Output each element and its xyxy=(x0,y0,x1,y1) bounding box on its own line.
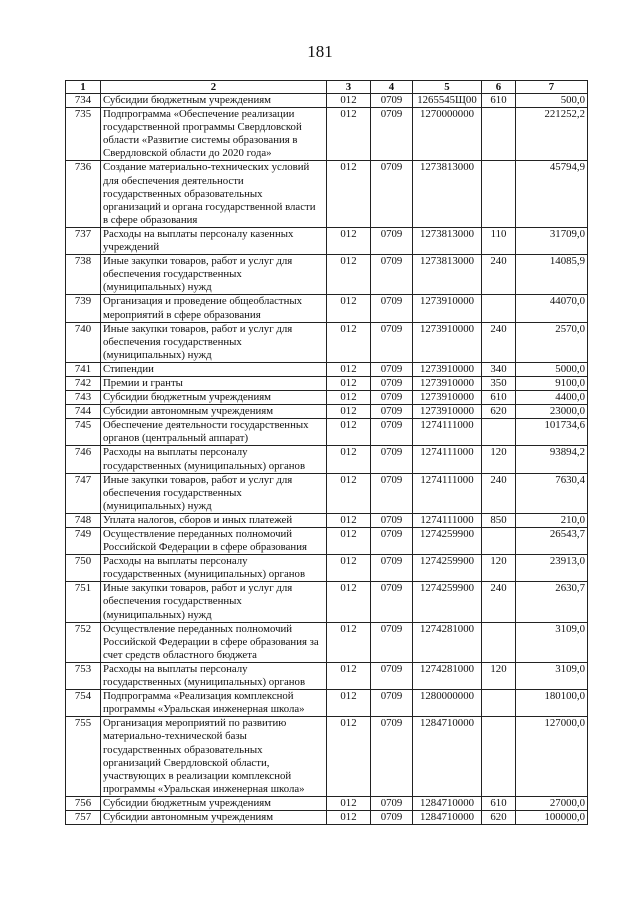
item-name-line: государственных (муниципальных) органов xyxy=(103,676,306,689)
item-name-line: Иные закупки товаров, работ и услуг для xyxy=(103,473,293,486)
target-code-cell: 1273910000 xyxy=(413,322,482,362)
section-code-cell: 0709 xyxy=(371,473,413,513)
item-name-line: Обеспечение деятельности государственных xyxy=(103,419,309,432)
target-code-cell: 1270000000 xyxy=(413,108,482,161)
item-name-line: Субсидии бюджетным учреждениям xyxy=(103,391,272,404)
amount-cell: 101734,6 xyxy=(516,419,588,446)
target-code-cell: 1274111000 xyxy=(413,513,482,527)
item-name-cell xyxy=(101,376,327,390)
amount-cell: 127000,0 xyxy=(516,717,588,797)
table-row xyxy=(66,108,588,161)
amount-cell: 23000,0 xyxy=(516,405,588,419)
table-row xyxy=(66,255,588,295)
amount-cell: 7630,4 xyxy=(516,473,588,513)
row-number-cell: 744 xyxy=(66,405,101,419)
expense-type-cell xyxy=(482,108,516,161)
item-name-cell xyxy=(101,419,327,446)
table-row xyxy=(66,662,588,689)
row-number-cell: 734 xyxy=(66,94,101,108)
row-number-cell: 752 xyxy=(66,622,101,662)
row-number-cell: 753 xyxy=(66,662,101,689)
table-body xyxy=(66,94,588,825)
item-name-cell xyxy=(101,513,327,527)
target-code-cell: 1284710000 xyxy=(413,717,482,797)
target-code-cell: 1274281000 xyxy=(413,622,482,662)
amount-cell: 4400,0 xyxy=(516,391,588,405)
expense-type-cell: 120 xyxy=(482,662,516,689)
item-name-line: организаций и органа государственной власти xyxy=(103,200,316,213)
column-header: 7 xyxy=(516,81,588,94)
item-name-line: в сфере образования xyxy=(103,213,198,226)
row-number-cell: 746 xyxy=(66,446,101,473)
ministry-code-cell: 012 xyxy=(327,555,371,582)
target-code-cell: 1274111000 xyxy=(413,419,482,446)
item-name-line: (муниципальных) нужд xyxy=(103,348,212,361)
ministry-code-cell: 012 xyxy=(327,717,371,797)
row-number-cell: 743 xyxy=(66,391,101,405)
expense-type-cell: 610 xyxy=(482,796,516,810)
amount-cell: 3109,0 xyxy=(516,662,588,689)
ministry-code-cell: 012 xyxy=(327,419,371,446)
ministry-code-cell: 012 xyxy=(327,322,371,362)
expense-type-cell: 620 xyxy=(482,405,516,419)
ministry-code-cell: 012 xyxy=(327,473,371,513)
item-name-cell xyxy=(101,322,327,362)
item-name-line: для обеспечения деятельности xyxy=(103,174,244,187)
amount-cell: 3109,0 xyxy=(516,622,588,662)
target-code-cell: 1274259900 xyxy=(413,582,482,622)
target-code-cell: 1273813000 xyxy=(413,227,482,254)
table-row xyxy=(66,376,588,390)
table-row xyxy=(66,528,588,555)
ministry-code-cell: 012 xyxy=(327,227,371,254)
amount-cell: 26543,7 xyxy=(516,528,588,555)
row-number-cell: 742 xyxy=(66,376,101,390)
target-code-cell: 1273910000 xyxy=(413,391,482,405)
table-row xyxy=(66,622,588,662)
item-name-cell xyxy=(101,295,327,322)
item-name-line: области «Развитие системы образования в xyxy=(103,134,298,147)
expense-type-cell: 110 xyxy=(482,227,516,254)
row-number-cell: 756 xyxy=(66,796,101,810)
table-row xyxy=(66,227,588,254)
table-row xyxy=(66,391,588,405)
ministry-code-cell: 012 xyxy=(327,108,371,161)
row-number-cell: 741 xyxy=(66,362,101,376)
item-name-cell xyxy=(101,473,327,513)
table-row xyxy=(66,717,588,797)
item-name-line: Иные закупки товаров, работ и услуг для xyxy=(103,255,293,268)
ministry-code-cell: 012 xyxy=(327,376,371,390)
item-name-cell xyxy=(101,362,327,376)
expense-type-cell: 240 xyxy=(482,473,516,513)
item-name-line: Организация мероприятий по развитию xyxy=(103,717,287,730)
item-name-line: государственных образовательных xyxy=(103,187,263,200)
item-name-cell xyxy=(101,405,327,419)
table-row xyxy=(66,322,588,362)
item-name-line: Субсидии автономным учреждениям xyxy=(103,405,274,418)
item-name-line: государственной программы Свердловской xyxy=(103,121,302,134)
table-row xyxy=(66,582,588,622)
section-code-cell: 0709 xyxy=(371,255,413,295)
table-row xyxy=(66,446,588,473)
column-header: 5 xyxy=(413,81,482,94)
item-name-cell xyxy=(101,555,327,582)
expense-type-cell xyxy=(482,528,516,555)
amount-cell: 2630,7 xyxy=(516,582,588,622)
ministry-code-cell: 012 xyxy=(327,446,371,473)
section-code-cell: 0709 xyxy=(371,94,413,108)
expense-type-cell xyxy=(482,295,516,322)
item-name-line: (муниципальных) нужд xyxy=(103,281,212,294)
ministry-code-cell: 012 xyxy=(327,622,371,662)
amount-cell: 180100,0 xyxy=(516,690,588,717)
row-number-cell: 755 xyxy=(66,717,101,797)
table-row xyxy=(66,295,588,322)
ministry-code-cell: 012 xyxy=(327,528,371,555)
row-number-cell: 740 xyxy=(66,322,101,362)
section-code-cell: 0709 xyxy=(371,622,413,662)
expense-type-cell xyxy=(482,622,516,662)
expense-type-cell: 350 xyxy=(482,376,516,390)
expense-type-cell xyxy=(482,690,516,717)
amount-cell: 44070,0 xyxy=(516,295,588,322)
row-number-cell: 737 xyxy=(66,227,101,254)
row-number-cell: 735 xyxy=(66,108,101,161)
table-row xyxy=(66,405,588,419)
expense-type-cell: 620 xyxy=(482,810,516,824)
budget-table xyxy=(65,80,588,825)
section-code-cell: 0709 xyxy=(371,528,413,555)
section-code-cell: 0709 xyxy=(371,690,413,717)
section-code-cell: 0709 xyxy=(371,796,413,810)
item-name-line: Российской Федерации в сфере образования за xyxy=(103,635,319,648)
section-code-cell: 0709 xyxy=(371,391,413,405)
target-code-cell: 1273813000 xyxy=(413,255,482,295)
expense-type-cell: 340 xyxy=(482,362,516,376)
section-code-cell: 0709 xyxy=(371,227,413,254)
row-number-cell: 747 xyxy=(66,473,101,513)
table-row xyxy=(66,94,588,108)
column-header: 1 xyxy=(66,81,101,94)
item-name-line: Субсидии бюджетным учреждениям xyxy=(103,94,272,106)
item-name-line: (муниципальных) нужд xyxy=(103,608,212,621)
amount-cell: 210,0 xyxy=(516,513,588,527)
table-row xyxy=(66,796,588,810)
item-name-line: программы «Уральская инженерная школа» xyxy=(103,782,305,795)
amount-cell: 9100,0 xyxy=(516,376,588,390)
column-header: 2 xyxy=(101,81,327,94)
item-name-line: Подпрограмма «Обеспечение реализации xyxy=(103,108,295,121)
item-name-cell xyxy=(101,94,327,108)
item-name-cell xyxy=(101,717,327,797)
item-name-line: обеспечения государственных xyxy=(103,268,242,281)
column-header: 6 xyxy=(482,81,516,94)
table-row xyxy=(66,419,588,446)
item-name-line: Свердловской области до 2020 года» xyxy=(103,147,272,160)
item-name-cell xyxy=(101,582,327,622)
item-name-line: учреждений xyxy=(103,241,160,254)
ministry-code-cell: 012 xyxy=(327,391,371,405)
amount-cell: 500,0 xyxy=(516,94,588,108)
item-name-line: Организация и проведение общеобластных xyxy=(103,295,303,308)
item-name-line: обеспечения государственных xyxy=(103,335,242,348)
table-row xyxy=(66,161,588,227)
table-row xyxy=(66,362,588,376)
column-header: 3 xyxy=(327,81,371,94)
target-code-cell: 1274259900 xyxy=(413,528,482,555)
item-name-line: материально-технической базы xyxy=(103,730,247,743)
ministry-code-cell: 012 xyxy=(327,582,371,622)
item-name-line: Иные закупки товаров, работ и услуг для xyxy=(103,322,293,335)
item-name-cell xyxy=(101,528,327,555)
expense-type-cell: 240 xyxy=(482,322,516,362)
table-row xyxy=(66,513,588,527)
target-code-cell: 1284710000 xyxy=(413,796,482,810)
item-name-line: Создание материально-технических условий xyxy=(103,161,310,174)
section-code-cell: 0709 xyxy=(371,513,413,527)
column-header: 4 xyxy=(371,81,413,94)
section-code-cell: 0709 xyxy=(371,362,413,376)
section-code-cell: 0709 xyxy=(371,405,413,419)
item-name-cell xyxy=(101,690,327,717)
amount-cell: 2570,0 xyxy=(516,322,588,362)
row-number-cell: 745 xyxy=(66,419,101,446)
section-code-cell: 0709 xyxy=(371,717,413,797)
section-code-cell: 0709 xyxy=(371,322,413,362)
item-name-line: Осуществление переданных полномочий xyxy=(103,528,293,540)
item-name-line: мероприятий в сфере образования xyxy=(103,308,261,321)
amount-cell: 100000,0 xyxy=(516,810,588,824)
amount-cell: 31709,0 xyxy=(516,227,588,254)
ministry-code-cell: 012 xyxy=(327,94,371,108)
target-code-cell: 1273910000 xyxy=(413,376,482,390)
item-name-line: государственных (муниципальных) органов xyxy=(103,568,306,581)
expense-type-cell xyxy=(482,717,516,797)
item-name-line: обеспечения государственных xyxy=(103,595,242,608)
item-name-line: Субсидии автономным учреждениям xyxy=(103,810,274,823)
item-name-line: Подпрограмма «Реализация комплексной xyxy=(103,690,294,703)
item-name-cell xyxy=(101,622,327,662)
row-number-cell: 757 xyxy=(66,810,101,824)
target-code-cell: 1265545Щ00 xyxy=(413,94,482,108)
section-code-cell: 0709 xyxy=(371,161,413,227)
item-name-line: участвующих в реализации комплексной xyxy=(103,769,292,782)
item-name-line: Субсидии бюджетным учреждениям xyxy=(103,796,272,809)
row-number-cell: 748 xyxy=(66,513,101,527)
expense-type-cell: 240 xyxy=(482,582,516,622)
row-number-cell: 750 xyxy=(66,555,101,582)
item-name-cell xyxy=(101,810,327,824)
section-code-cell: 0709 xyxy=(371,662,413,689)
item-name-line: Расходы на выплаты персоналу xyxy=(103,555,248,568)
expense-type-cell: 850 xyxy=(482,513,516,527)
row-number-cell: 738 xyxy=(66,255,101,295)
item-name-line: Иные закупки товаров, работ и услуг для xyxy=(103,582,293,595)
amount-cell: 45794,9 xyxy=(516,161,588,227)
target-code-cell: 1274281000 xyxy=(413,662,482,689)
page-number: 181 xyxy=(307,42,333,61)
row-number-cell: 754 xyxy=(66,690,101,717)
section-code-cell: 0709 xyxy=(371,555,413,582)
expense-type-cell xyxy=(482,419,516,446)
amount-cell: 93894,2 xyxy=(516,446,588,473)
target-code-cell: 1273813000 xyxy=(413,161,482,227)
target-code-cell: 1274259900 xyxy=(413,555,482,582)
target-code-cell: 1274111000 xyxy=(413,446,482,473)
ministry-code-cell: 012 xyxy=(327,796,371,810)
table-row xyxy=(66,555,588,582)
item-name-line: обеспечения государственных xyxy=(103,486,242,499)
item-name-cell xyxy=(101,255,327,295)
expense-type-cell: 610 xyxy=(482,94,516,108)
section-code-cell: 0709 xyxy=(371,108,413,161)
item-name-line: Расходы на выплаты персоналу xyxy=(103,446,248,459)
ministry-code-cell: 012 xyxy=(327,513,371,527)
expense-type-cell: 120 xyxy=(482,446,516,473)
item-name-line: организаций Свердловской области, xyxy=(103,756,270,769)
item-name-cell xyxy=(101,796,327,810)
row-number-cell: 751 xyxy=(66,582,101,622)
ministry-code-cell: 012 xyxy=(327,362,371,376)
section-code-cell: 0709 xyxy=(371,582,413,622)
item-name-cell xyxy=(101,161,327,227)
ministry-code-cell: 012 xyxy=(327,662,371,689)
target-code-cell: 1274111000 xyxy=(413,473,482,513)
amount-cell: 14085,9 xyxy=(516,255,588,295)
item-name-line: (муниципальных) нужд xyxy=(103,499,212,512)
item-name-line: Российской Федерации в сфере образования xyxy=(103,541,307,554)
expense-type-cell: 610 xyxy=(482,391,516,405)
amount-cell: 27000,0 xyxy=(516,796,588,810)
section-code-cell: 0709 xyxy=(371,295,413,322)
target-code-cell: 1280000000 xyxy=(413,690,482,717)
ministry-code-cell: 012 xyxy=(327,255,371,295)
item-name-line: государственных образовательных xyxy=(103,743,263,756)
amount-cell: 221252,2 xyxy=(516,108,588,161)
item-name-line: Расходы на выплаты персоналу казенных xyxy=(103,227,294,240)
ministry-code-cell: 012 xyxy=(327,405,371,419)
target-code-cell: 1273910000 xyxy=(413,362,482,376)
target-code-cell: 1273910000 xyxy=(413,405,482,419)
item-name-cell xyxy=(101,391,327,405)
ministry-code-cell: 012 xyxy=(327,690,371,717)
table-row xyxy=(66,810,588,824)
section-code-cell: 0709 xyxy=(371,376,413,390)
item-name-line: счет средств областного бюджета xyxy=(103,648,257,661)
item-name-cell xyxy=(101,662,327,689)
ministry-code-cell: 012 xyxy=(327,161,371,227)
amount-cell: 23913,0 xyxy=(516,555,588,582)
item-name-line: государственных (муниципальных) органов xyxy=(103,459,306,472)
section-code-cell: 0709 xyxy=(371,810,413,824)
ministry-code-cell: 012 xyxy=(327,810,371,824)
row-number-cell: 739 xyxy=(66,295,101,322)
row-number-cell: 736 xyxy=(66,161,101,227)
item-name-line: Осуществление переданных полномочий xyxy=(103,622,293,635)
item-name-line: Уплата налогов, сборов и иных платежей xyxy=(103,513,293,526)
item-name-line: Премии и гранты xyxy=(103,376,183,389)
table-row xyxy=(66,473,588,513)
row-number-cell: 749 xyxy=(66,528,101,555)
expense-type-cell: 120 xyxy=(482,555,516,582)
item-name-line: Стипендии xyxy=(103,362,154,375)
section-code-cell: 0709 xyxy=(371,419,413,446)
amount-cell: 5000,0 xyxy=(516,362,588,376)
item-name-line: органов (центральный аппарат) xyxy=(103,432,249,445)
target-code-cell: 1273910000 xyxy=(413,295,482,322)
item-name-line: Расходы на выплаты персоналу xyxy=(103,662,248,675)
table-row xyxy=(66,690,588,717)
section-code-cell: 0709 xyxy=(371,446,413,473)
ministry-code-cell: 012 xyxy=(327,295,371,322)
item-name-cell xyxy=(101,108,327,161)
item-name-cell xyxy=(101,227,327,254)
item-name-cell xyxy=(101,446,327,473)
item-name-line: программы «Уральская инженерная школа» xyxy=(103,703,305,716)
target-code-cell: 1284710000 xyxy=(413,810,482,824)
expense-type-cell xyxy=(482,161,516,227)
table-header-row xyxy=(66,81,588,94)
expense-type-cell: 240 xyxy=(482,255,516,295)
